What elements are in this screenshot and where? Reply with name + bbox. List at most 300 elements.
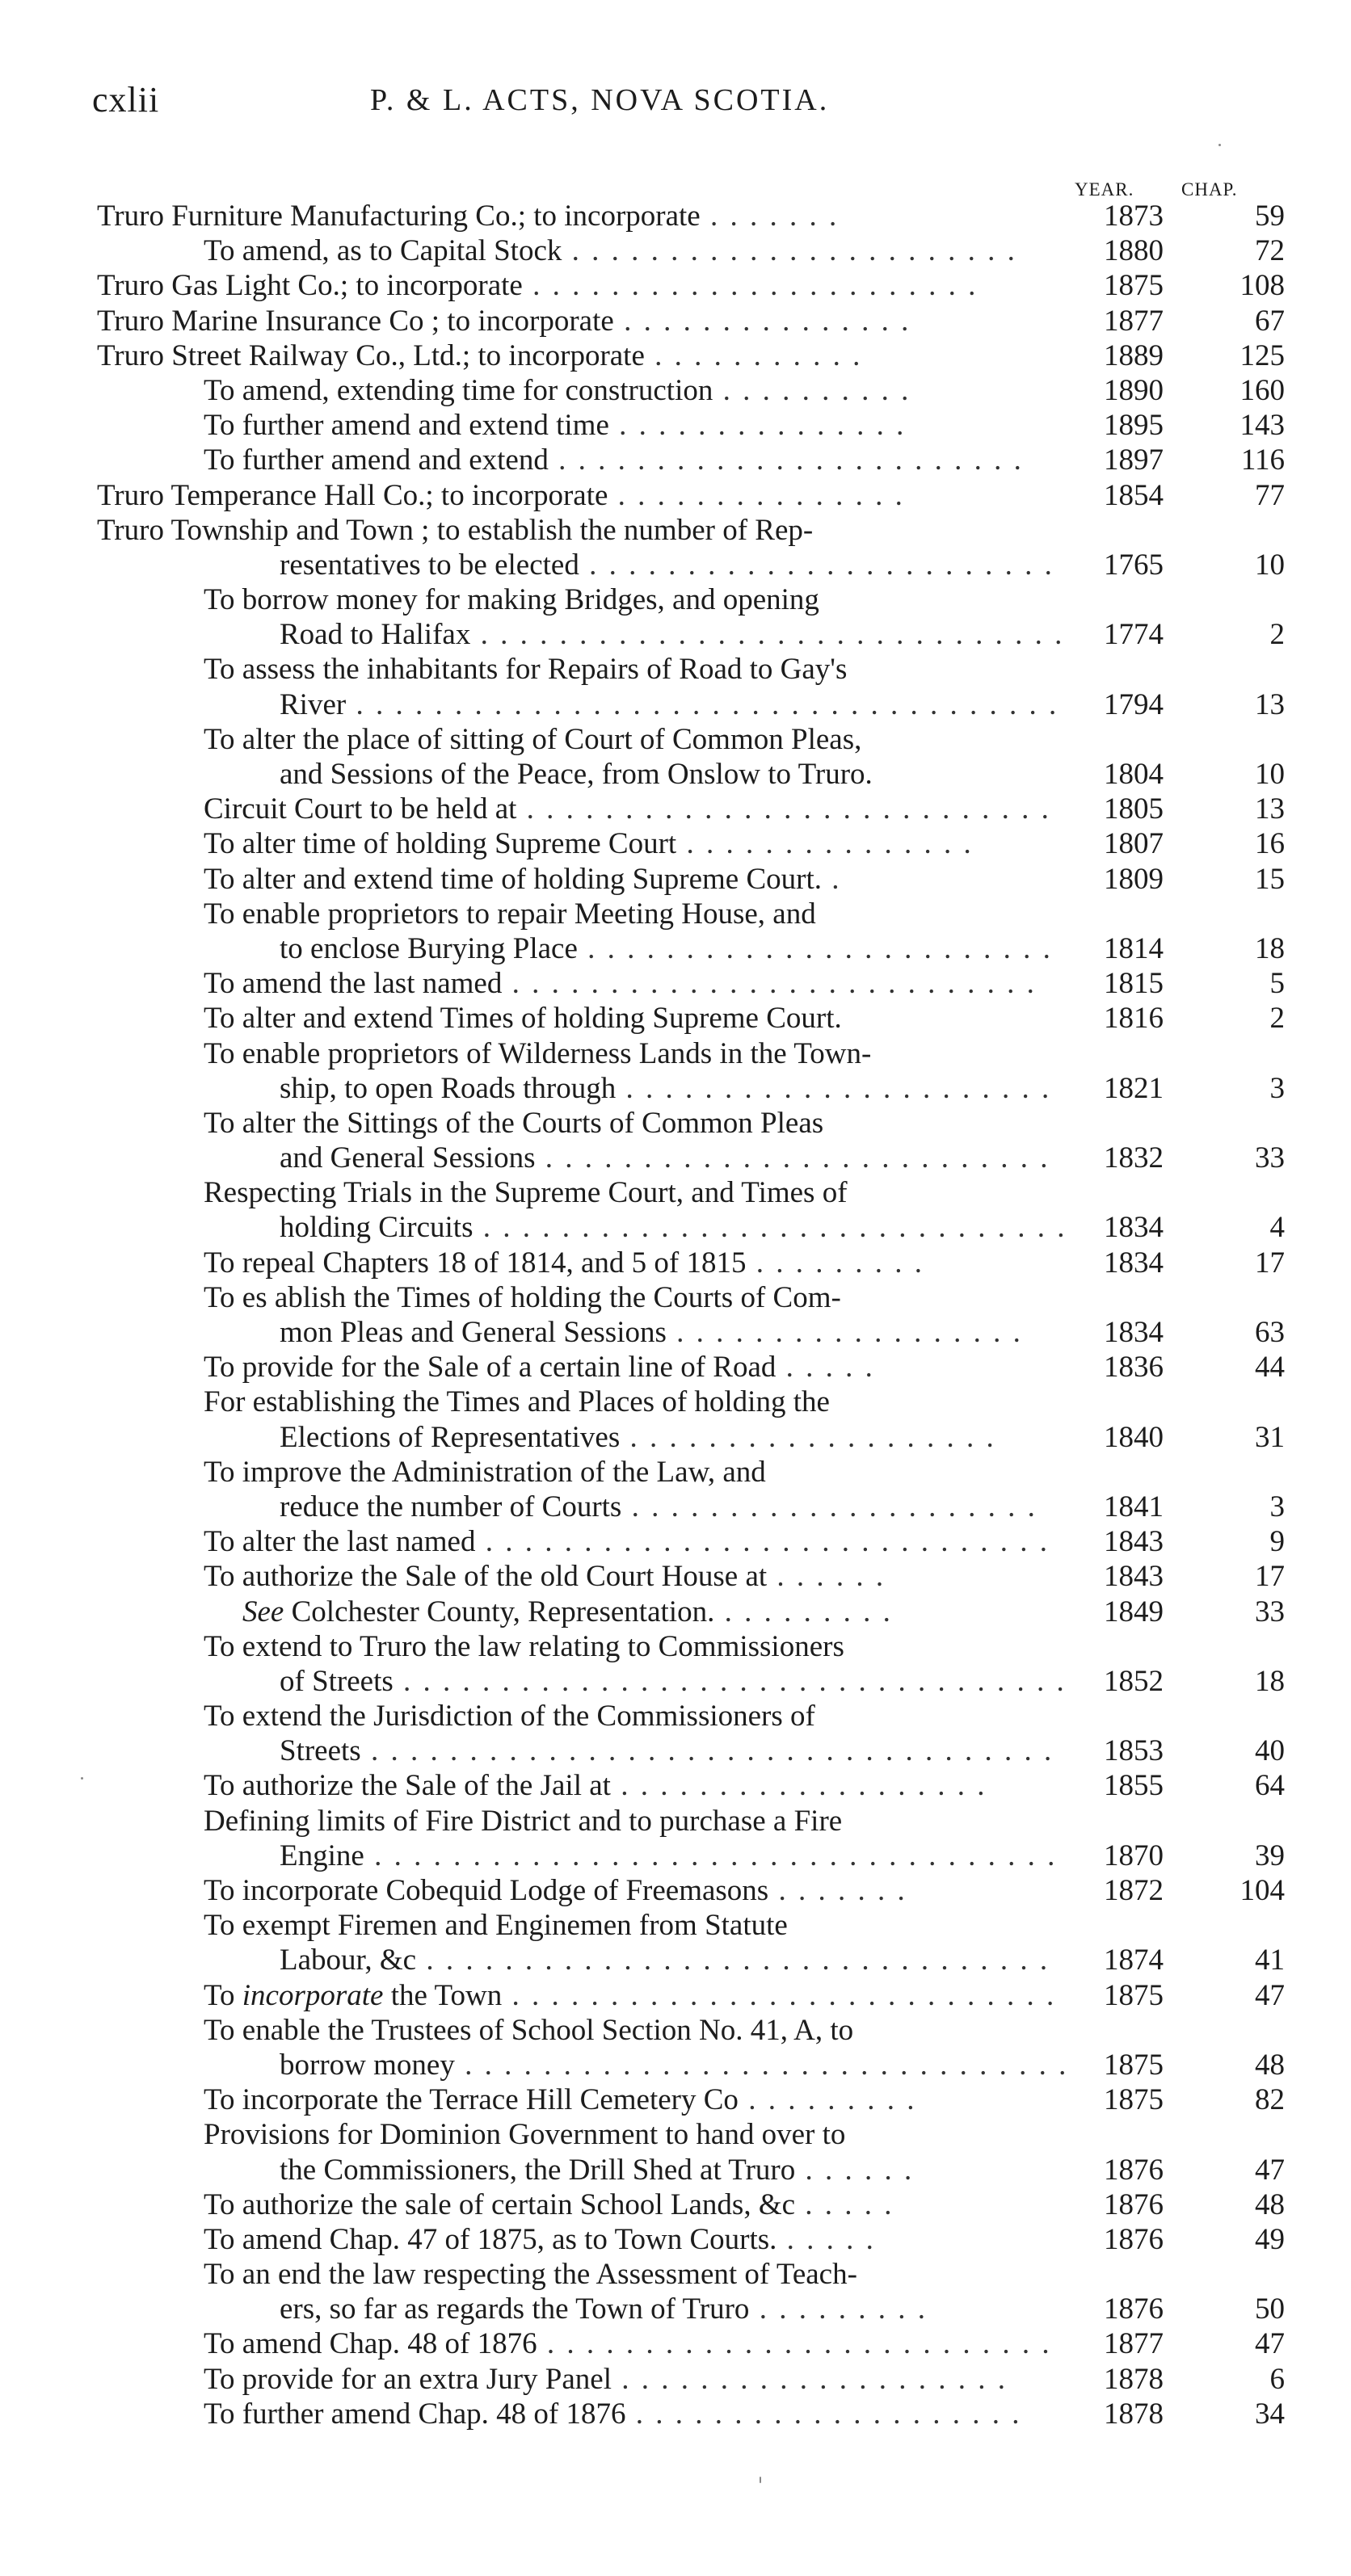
entry-text: To enable proprietors to repair Meeting House, and xyxy=(204,897,816,931)
entry-lead xyxy=(280,1490,1037,1524)
entry-year: 1774 xyxy=(1104,618,1164,652)
leader-dots: . . . . . . . . . . . . . . . . . . . . xyxy=(611,2362,1008,2396)
entry-lead xyxy=(204,1629,844,1664)
entry-lead xyxy=(97,513,813,548)
entry-chapter: 9 xyxy=(1269,1525,1285,1559)
entry-line xyxy=(97,1804,1285,1838)
entry-text: To amend Chap. 48 of 1876 xyxy=(204,2327,537,2361)
entry-text: and Sessions of the Peace, from Onslow to Truro. xyxy=(280,758,873,791)
entry-year: 1834 xyxy=(1104,1211,1164,1245)
entry-line xyxy=(97,1315,1285,1350)
leader-dots: . . . . . . . . . . . . . . . . . . xyxy=(666,1316,1023,1349)
entry-chapter: 47 xyxy=(1255,1978,1285,2012)
entry-lead xyxy=(204,443,1024,477)
entry-text: To alter the last named xyxy=(204,1525,476,1559)
entry-lead xyxy=(204,408,906,443)
leader-dots: . . . . . . . xyxy=(768,1874,907,1907)
leader-dots: . . . . . . . . . . . . . . . . . . . . . . . . . . xyxy=(535,1141,1050,1175)
leader-dots: . . . . . . . . . xyxy=(738,2083,917,2117)
entry-text: To alter time of holding Supreme Court xyxy=(204,827,677,861)
entry-text: mon Pleas and General Sessions xyxy=(280,1316,667,1349)
entry-line xyxy=(97,1664,1285,1699)
index-entry xyxy=(97,2013,1285,2082)
entry-line xyxy=(97,1524,1285,1559)
entry-text: holding Circuits xyxy=(280,1211,473,1245)
index-entry xyxy=(97,2222,1285,2257)
entry-text: Truro Temperance Hall Co.; to incorporate xyxy=(97,478,608,512)
entry-text: To further amend Chap. 48 of 1876 xyxy=(204,2397,626,2431)
entry-line xyxy=(97,1001,1285,1036)
entry-chapter: 17 xyxy=(1255,1560,1285,1594)
entry-lead xyxy=(204,1559,886,1594)
index-entry xyxy=(97,2082,1285,2117)
entry-chapter: 50 xyxy=(1255,2292,1285,2326)
entry-text: borrow money xyxy=(280,2048,455,2082)
leader-dots: . . . . . . . . . . . . . . . xyxy=(608,409,907,443)
entry-chapter: 47 xyxy=(1255,2153,1285,2187)
entry-text: reduce the number of Courts xyxy=(280,1490,622,1523)
entry-text: Labour, &c xyxy=(280,1944,417,1977)
index-entry xyxy=(97,478,1285,513)
leader-dots: . . . . . . . . . . . . . . . . . . . . . . . . xyxy=(579,548,1054,582)
entry-line xyxy=(97,966,1285,1001)
entry-text: To repeal Chapters 18 of 1814, and 5 of 1815 xyxy=(204,1246,747,1280)
entry-chapter: 2 xyxy=(1269,618,1285,652)
running-title: P. & L. ACTS, NOVA SCOTIA. xyxy=(370,83,830,117)
entry-line xyxy=(97,1246,1285,1280)
entry-lead xyxy=(280,2048,1068,2082)
leader-dots: . . . . . . . . . . . . . . . . . . . . xyxy=(625,2397,1022,2431)
entry-lead xyxy=(204,582,819,617)
entry-text: For establishing the Times and Places of holding the xyxy=(204,1385,830,1419)
entry-line xyxy=(97,199,1285,233)
entry-lead xyxy=(204,1280,841,1315)
entry-year: 1855 xyxy=(1104,1769,1164,1803)
entry-line xyxy=(97,1175,1285,1210)
entry-line xyxy=(97,2013,1285,2048)
entry-lead xyxy=(97,304,911,338)
entry-year: 1816 xyxy=(1104,1002,1164,1036)
entry-text: Defining limits of Fire District and to purchase a Fire xyxy=(204,1804,843,1838)
entry-chapter: 108 xyxy=(1239,269,1285,303)
leader-dots: . . . . . . . xyxy=(700,200,840,233)
entry-year: 1807 xyxy=(1104,827,1164,861)
entry-line xyxy=(97,931,1285,966)
entry-chapter: 82 xyxy=(1255,2083,1285,2117)
entry-line xyxy=(97,2117,1285,2152)
leader-dots: . . . . . . . . . . . . . . . . . . . . . . . . . . . xyxy=(502,967,1037,1001)
entry-year: 1815 xyxy=(1104,967,1164,1001)
entry-chapter: 143 xyxy=(1239,409,1285,443)
entry-year: 1854 xyxy=(1104,478,1164,512)
entry-line xyxy=(97,582,1285,617)
entry-line xyxy=(97,2222,1285,2257)
entry-year: 1880 xyxy=(1104,234,1164,268)
leader-dots: . . . . . . . . . xyxy=(749,2292,928,2326)
entry-line xyxy=(97,1385,1285,1419)
index-entry xyxy=(97,2257,1285,2326)
entry-line xyxy=(97,2048,1285,2082)
entry-chapter: 16 xyxy=(1255,827,1285,861)
entry-chapter: 41 xyxy=(1255,1944,1285,1977)
entry-year: 1873 xyxy=(1104,200,1164,233)
entry-year: 1832 xyxy=(1104,1141,1164,1175)
entry-lead xyxy=(204,1699,815,1733)
entry-text: To exempt Firemen and Enginemen from Statute xyxy=(204,1909,788,1943)
index-entry xyxy=(97,2362,1285,2397)
entry-line xyxy=(97,1699,1285,1733)
entry-year: 1897 xyxy=(1104,443,1164,477)
entry-year: 1821 xyxy=(1104,1071,1164,1105)
entry-text: and General Sessions xyxy=(280,1141,536,1175)
entry-year: 1877 xyxy=(1104,304,1164,338)
entry-lead xyxy=(280,1733,1054,1768)
leader-dots: . . . . . xyxy=(776,1351,875,1385)
entry-text: To amend, extending time for construction xyxy=(204,373,713,407)
entry-chapter: 17 xyxy=(1255,1246,1285,1280)
entry-text: To alter and extend Times of holding Supreme Court. xyxy=(204,1002,842,1036)
index-entry xyxy=(97,966,1285,1001)
entry-chapter: 64 xyxy=(1255,1769,1285,1803)
entry-text: To amend, as to Capital Stock xyxy=(204,234,562,268)
entry-text: To incorporate the Terrace Hill Cemetery Co xyxy=(204,2083,739,2117)
entry-lead xyxy=(280,2292,928,2326)
entry-lead xyxy=(204,2187,894,2222)
entry-line xyxy=(97,1733,1285,1768)
entry-year: 1843 xyxy=(1104,1525,1164,1559)
leader-dots: . . . . . . . . . . . . . . . . . . . . . . . . . . . . . . . xyxy=(454,2048,1069,2082)
entry-line xyxy=(97,2153,1285,2187)
entry-year: 1849 xyxy=(1104,1595,1164,1628)
entry-lead xyxy=(204,1768,987,1803)
entry-line xyxy=(97,792,1285,826)
entry-text: To incorporate Cobequid Lodge of Freemasons xyxy=(204,1874,769,1907)
entry-lead xyxy=(204,2362,1008,2397)
entry-lead xyxy=(280,2153,914,2187)
entry-text: To incorporate the Town xyxy=(204,1978,503,2012)
entry-text: To provide for an extra Jury Panel xyxy=(204,2362,612,2396)
entry-lead xyxy=(204,792,1051,826)
index-entry xyxy=(97,1595,1285,1629)
entry-line xyxy=(97,1455,1285,1490)
entry-line xyxy=(97,548,1285,582)
entry-chapter: 15 xyxy=(1255,862,1285,896)
leader-dots: . . . . . . . . . . . . . . . . . . . . . . . . . . . . . . . . . . xyxy=(393,1664,1067,1698)
entry-line xyxy=(97,1559,1285,1594)
entry-chapter: 33 xyxy=(1255,1141,1285,1175)
entry-year: 1876 xyxy=(1104,2187,1164,2221)
entry-line xyxy=(97,1141,1285,1175)
entry-chapter: 2 xyxy=(1269,1002,1285,1036)
entry-lead xyxy=(204,1804,842,1838)
entry-line xyxy=(97,1873,1285,1908)
leader-dots: . . . . . . . . . . . . . . . . . . . . . . . xyxy=(522,269,979,303)
entry-lead xyxy=(97,478,905,513)
entry-lead xyxy=(204,2013,853,2048)
entry-year: 1804 xyxy=(1104,758,1164,791)
entry-text: Truro Township and Town ; to establish the number of Rep- xyxy=(97,513,814,547)
leader-dots: . . . . . . . . . . . . . . . . . . . . . . . . . . . . . . xyxy=(473,1211,1067,1245)
leader-dots: . . . . . . . . . . . . . . . . . . . . . . . . xyxy=(548,443,1024,477)
entry-chapter: 44 xyxy=(1255,1351,1285,1385)
index-entry xyxy=(97,1280,1285,1350)
entry-lead xyxy=(280,1420,996,1455)
entry-lead xyxy=(280,1071,1051,1106)
entry-lead xyxy=(280,1141,1050,1175)
entry-lead xyxy=(204,2257,857,2292)
entry-line xyxy=(97,652,1285,687)
index-entry xyxy=(97,1908,1285,1977)
print-speck xyxy=(1218,144,1221,146)
entry-line xyxy=(97,268,1285,303)
entry-year: 1843 xyxy=(1104,1560,1164,1594)
entry-year: 1878 xyxy=(1104,2397,1164,2431)
print-speck xyxy=(760,2477,761,2483)
entry-lead xyxy=(204,1978,1056,2013)
entry-text: Truro Furniture Manufacturing Co.; to incorporate xyxy=(97,200,701,233)
index-entry xyxy=(97,338,1285,373)
entry-line xyxy=(97,826,1285,861)
entry-text: To an end the law respecting the Assessment of Teach- xyxy=(204,2258,857,2292)
index-entry xyxy=(97,1699,1285,1768)
entry-text: ers, so far as regards the Town of Truro xyxy=(280,2292,750,2326)
leader-dots: . . . . . . . . . . . . . . . . . . . . . . . . . . . . . . . . . . . xyxy=(360,1734,1054,1768)
entry-chapter: 6 xyxy=(1269,2362,1285,2396)
leader-dots: . . . . . . . . . . . . . . . . . . . . . . . . . . . . . . xyxy=(470,618,1065,652)
entry-text: To alter the place of sitting of Court of Common Pleas, xyxy=(204,722,862,756)
entry-line xyxy=(97,1420,1285,1455)
leader-dots: . . . . . . . . . xyxy=(746,1246,924,1280)
leader-dots: . . . . . . . . . . . . . . . xyxy=(613,304,911,338)
entry-line xyxy=(97,617,1285,652)
entry-line xyxy=(97,1629,1285,1664)
entry-line xyxy=(97,897,1285,931)
entry-chapter: 125 xyxy=(1239,338,1285,372)
index-entry xyxy=(97,1978,1285,2013)
leader-dots: . . . . . . . . . . . . . . . xyxy=(676,827,974,861)
entry-lead xyxy=(204,1524,1050,1559)
index-entry xyxy=(97,408,1285,443)
entry-chapter: 63 xyxy=(1255,1316,1285,1349)
leader-dots: . . . . . xyxy=(795,2187,894,2221)
entry-chapter: 49 xyxy=(1255,2222,1285,2256)
print-speck xyxy=(81,1777,83,1780)
entry-chapter: 116 xyxy=(1240,443,1285,477)
entry-chapter: 77 xyxy=(1255,478,1285,512)
index-entry xyxy=(97,1385,1285,1454)
entry-year: 1895 xyxy=(1104,409,1164,443)
entry-lead xyxy=(97,338,862,373)
entry-line xyxy=(97,1595,1285,1629)
entry-lead xyxy=(204,1036,871,1071)
entry-line xyxy=(97,408,1285,443)
entry-text: To borrow money for making Bridges, and opening xyxy=(204,583,819,617)
index-entry xyxy=(97,1629,1285,1699)
entry-text: To authorize the Sale of the old Court House at xyxy=(204,1560,768,1594)
year-column-header: YEAR. xyxy=(1075,179,1134,200)
entry-chapter: 10 xyxy=(1255,758,1285,791)
leader-dots: . . . . . . xyxy=(795,2153,915,2187)
entry-lead xyxy=(204,2397,1021,2431)
entry-year: 1877 xyxy=(1104,2327,1164,2361)
index-entry xyxy=(97,722,1285,792)
entry-chapter: 48 xyxy=(1255,2048,1285,2082)
entry-lead xyxy=(97,268,978,303)
entry-text: To assess the inhabitants for Repairs of Road to Gay's xyxy=(204,653,848,687)
entry-line xyxy=(97,1071,1285,1106)
entry-year: 1875 xyxy=(1104,2048,1164,2082)
entry-lead xyxy=(204,2117,845,2152)
entry-text: To authorize the sale of certain School Lands, &c xyxy=(204,2187,796,2221)
entry-text: To extend to Truro the law relating to Commissioners xyxy=(204,1629,844,1663)
entry-lead xyxy=(280,687,1058,722)
index-entry xyxy=(97,1524,1285,1559)
entry-chapter: 13 xyxy=(1255,792,1285,826)
entry-year: 1875 xyxy=(1104,2083,1164,2117)
entry-lead xyxy=(280,931,1053,966)
entry-line xyxy=(97,862,1285,897)
index-entry xyxy=(97,2397,1285,2431)
entry-year: 1878 xyxy=(1104,2362,1164,2396)
entry-year: 1805 xyxy=(1104,792,1164,826)
index-entry xyxy=(97,513,1285,582)
entry-text: To further amend and extend xyxy=(204,443,549,477)
page-number: cxlii xyxy=(92,80,160,120)
entry-chapter: 13 xyxy=(1255,687,1285,721)
index-entry xyxy=(97,792,1285,826)
entry-lead xyxy=(204,862,842,897)
entry-year: 1765 xyxy=(1104,548,1164,582)
entry-year: 1874 xyxy=(1104,1944,1164,1977)
index-entry xyxy=(97,582,1285,652)
entry-text: resentatives to be elected xyxy=(280,548,579,582)
entry-chapter: 18 xyxy=(1255,931,1285,965)
entry-text: To amend Chap. 47 of 1875, as to Town Courts. xyxy=(204,2222,777,2256)
entry-line xyxy=(97,1350,1285,1385)
index-entry xyxy=(97,443,1285,477)
entry-chapter: 47 xyxy=(1255,2327,1285,2361)
entry-text: Truro Gas Light Co.; to incorporate xyxy=(97,269,523,303)
entry-line xyxy=(97,1210,1285,1245)
index-entry xyxy=(97,1001,1285,1036)
index-entry xyxy=(97,1559,1285,1594)
entry-line xyxy=(97,233,1285,268)
entry-lead xyxy=(280,757,873,792)
entry-line xyxy=(97,338,1285,373)
entry-text: To amend the last named xyxy=(204,967,503,1001)
entry-line xyxy=(97,1908,1285,1943)
index-entry xyxy=(97,862,1285,897)
entry-lead xyxy=(280,548,1054,582)
entry-chapter: 18 xyxy=(1255,1664,1285,1698)
entry-line xyxy=(97,1280,1285,1315)
entry-text: To extend the Jurisdiction of the Commissioners of xyxy=(204,1700,815,1733)
entry-line xyxy=(97,2326,1285,2361)
entry-text: Road to Halifax xyxy=(280,618,471,652)
entry-year: 1876 xyxy=(1104,2153,1164,2187)
entry-lead xyxy=(204,1001,842,1036)
chap-column-header: CHAP. xyxy=(1181,179,1238,200)
leader-dots: . . . . . . xyxy=(767,1560,886,1594)
entry-chapter: 59 xyxy=(1255,200,1285,233)
entry-lead xyxy=(204,1385,830,1419)
leader-dots: . . . . . . . . . . . . . . . . . . . . . . . . . . . . . . . . xyxy=(416,1944,1050,1977)
entry-lead xyxy=(204,2222,876,2257)
leader-dots: . . . . . . . . . xyxy=(714,1595,893,1628)
entry-text: To alter the Sittings of the Courts of Common Pleas xyxy=(204,1106,824,1140)
entry-lead xyxy=(204,826,974,861)
index-entry xyxy=(97,2187,1285,2222)
leader-dots: . . . . . . . . . . . . . . . . . . . . . . . . . . . . . xyxy=(475,1525,1050,1559)
entry-lead xyxy=(204,722,861,757)
entry-lead xyxy=(280,1210,1067,1245)
entry-text: To enable the Trustees of School Section No. 41, A, to xyxy=(204,2013,854,2047)
entry-line xyxy=(97,1838,1285,1873)
entry-lead xyxy=(280,1943,1050,1977)
entry-text: To further amend and extend time xyxy=(204,409,609,443)
entry-text: Truro Street Railway Co., Ltd.; to incorporate xyxy=(97,338,645,372)
entry-line xyxy=(97,304,1285,338)
index-entry xyxy=(97,1175,1285,1245)
entry-chapter: 34 xyxy=(1255,2397,1285,2431)
entry-line xyxy=(97,1490,1285,1524)
index-entry xyxy=(97,897,1285,966)
entry-chapter: 48 xyxy=(1255,2187,1285,2221)
entry-line xyxy=(97,2257,1285,2292)
entry-chapter: 33 xyxy=(1255,1595,1285,1628)
entry-line xyxy=(97,373,1285,408)
leader-dots: . xyxy=(822,862,842,896)
index-entry xyxy=(97,1873,1285,1908)
entry-year: 1852 xyxy=(1104,1664,1164,1698)
entry-lead xyxy=(204,1350,875,1385)
entry-line xyxy=(97,1768,1285,1803)
entry-text: To es ablish the Times of holding the Courts of Com- xyxy=(204,1280,841,1314)
entry-text: Provisions for Dominion Government to hand over to xyxy=(204,2118,846,2152)
entry-chapter: 160 xyxy=(1239,373,1285,407)
entry-year: 1814 xyxy=(1104,931,1164,965)
entry-year: 1870 xyxy=(1104,1838,1164,1872)
entry-chapter: 40 xyxy=(1255,1734,1285,1768)
entry-chapter: 72 xyxy=(1255,234,1285,268)
leader-dots: . . . . . . . . . . . . . . . . . . . . . xyxy=(621,1490,1037,1523)
entry-year: 1872 xyxy=(1104,1874,1164,1907)
entry-line xyxy=(97,1978,1285,2013)
entry-line xyxy=(97,1106,1285,1141)
leader-dots: . . . . . . . . . . . . . . . xyxy=(608,478,905,512)
entry-line xyxy=(97,443,1285,477)
entry-text: of Streets xyxy=(280,1664,394,1698)
index-entry xyxy=(97,1768,1285,1803)
leader-dots: . . . . . . . . . . . . . . . . . . . . . . xyxy=(616,1071,1052,1105)
entry-line xyxy=(97,1036,1285,1071)
index-entry xyxy=(97,2117,1285,2187)
entry-lead xyxy=(204,1455,766,1490)
entry-text: To provide for the Sale of a certain line of Road xyxy=(204,1351,777,1385)
entry-lead xyxy=(204,1908,788,1943)
entry-lead xyxy=(280,617,1064,652)
leader-dots: . . . . . . . . . . . . . . . . . . . . . . . . xyxy=(577,931,1053,965)
entry-text: Respecting Trials in the Supreme Court, and Times of xyxy=(204,1176,848,1210)
entry-lead xyxy=(204,1246,924,1280)
leader-dots: . . . . . . . . . . . . . . . . . . . xyxy=(610,1769,987,1803)
leader-dots: . . . . . . . . . . . . . . . . . . . . . . . . . . xyxy=(537,2327,1052,2361)
entry-year: 1853 xyxy=(1104,1734,1164,1768)
entry-chapter: 39 xyxy=(1255,1838,1285,1872)
leader-dots: . . . . . . . . . . . xyxy=(644,338,863,372)
entry-line xyxy=(97,722,1285,757)
leader-dots: . . . . . . . . . . . . . . . . . . . . . . . . . . . . . . . . . . . xyxy=(364,1838,1058,1872)
